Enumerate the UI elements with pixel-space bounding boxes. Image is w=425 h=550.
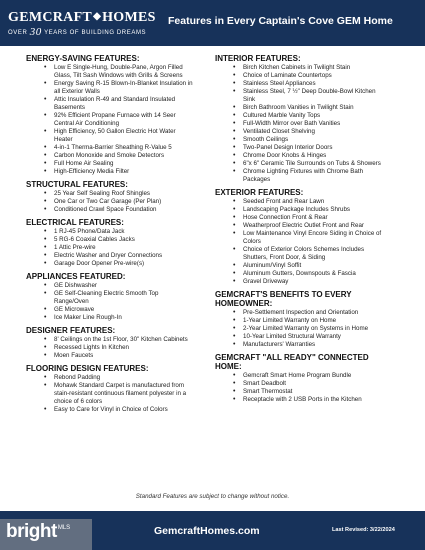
feature-item: • One Car or Two Car Garage (Per Plan): [26, 198, 214, 206]
feature-item: • Choice of Exterior Colors Schemes Includes: [215, 246, 397, 254]
feature-item: all Exterior Walls: [54, 88, 100, 95]
feature-list: [26, 336, 214, 360]
feature-item: • Chrome Door Knobs & Hinges: [215, 152, 397, 160]
feature-item: • Smooth Ceilings: [215, 136, 397, 144]
feature-list: [26, 282, 214, 322]
feature-item: • Low Maintenance Vinyl Encore Siding in Choice of: [215, 230, 397, 238]
feature-item: • Chrome Lighting Fixtures with Chrome Bath: [215, 168, 397, 176]
feature-section: [26, 180, 214, 214]
feature-item: • GE Dishwasher: [26, 282, 214, 290]
feature-item: • 1-Year Limited Warranty on Home: [215, 317, 397, 325]
feature-list: [215, 309, 397, 349]
feature-item: • GE Microwave: [26, 306, 214, 314]
feature-item: • 6"x 6" Ceramic Tile Surrounds on Tubs & Showers: [215, 160, 397, 168]
feature-item: • Attic Insulation R-49 and Standard Insulated: [26, 96, 214, 104]
feature-section: [215, 54, 397, 184]
page-title: Features in Every Captain's Cove GEM Home: [168, 15, 393, 27]
feature-item: • Full-Width Mirror over Bath Vanities: [215, 120, 397, 128]
feature-item: • 4-in-1 Therma-Barrier Sheathing R-Value 5: [26, 144, 214, 152]
feature-item: • Choice of Laminate Countertops: [215, 72, 397, 80]
logo-wordmark: [8, 9, 156, 25]
feature-item: • Smart Thermostat: [215, 388, 397, 396]
star-icon: ◆: [93, 11, 102, 22]
disclaimer-text: Standard Features are subject to change without notice.: [135, 493, 290, 500]
logo-tagline: [8, 26, 156, 38]
feature-section: [26, 326, 214, 360]
feature-item: Colors: [243, 238, 261, 245]
feature-section: [215, 353, 397, 404]
feature-item: • GE Self-Cleaning Electric Smooth Top: [26, 290, 214, 298]
feature-item: • Moen Faucets: [26, 352, 214, 360]
feature-item: Heater: [54, 136, 73, 143]
feature-item: • Carbon Monoxide and Smoke Detectors: [26, 152, 214, 160]
logo-word-homes: HOMES: [102, 10, 156, 25]
feature-item: • Garage Door Opener Pre-wire(s): [26, 260, 214, 268]
feature-item: Basements: [54, 104, 85, 111]
section-title: FLOORING DESIGN FEATURES:: [26, 364, 149, 373]
feature-item: • 5 RG-6 Coaxial Cables Jacks: [26, 236, 214, 244]
feature-item: Sink: [243, 96, 256, 103]
feature-item: • Ventilated Closet Shelving: [215, 128, 397, 136]
feature-item: • Easy to Care for Vinyl in Choice of Colors: [26, 406, 214, 414]
feature-item: • Receptacle with 2 USB Ports in the Kitchen: [215, 396, 397, 404]
watermark-logo: [6, 521, 70, 543]
feature-item: • Pre-Settlement Inspection and Orientation: [215, 309, 397, 317]
section-title: GEMCRAFT "ALL READY" CONNECTED HOME:: [215, 353, 369, 371]
header-banner: [0, 0, 425, 46]
feature-item: • Aluminum Gutters, Downspouts & Fascia: [215, 270, 397, 278]
right-column: [215, 54, 397, 408]
feature-item: • Energy Saving R-15 Blown-In-Blanket Insulation in: [26, 80, 214, 88]
bright-mls-watermark: [0, 519, 92, 550]
feature-item: • Birch Kitchen Cabinets in Twilight Stain: [215, 64, 397, 72]
feature-item: • High-Efficiency Media Filter: [26, 168, 214, 176]
feature-item: • 92% Efficient Propane Furnace with 14 Seer: [26, 112, 214, 120]
feature-item: • Two-Panel Design Interior Doors: [215, 144, 397, 152]
feature-item: Shutters, Front Door, & Siding: [243, 254, 326, 261]
section-title: ENERGY-SAVING FEATURES:: [26, 54, 140, 63]
feature-section: [26, 54, 214, 176]
section-title: EXTERIOR FEATURES:: [215, 188, 304, 197]
feature-item: • Gemcraft Smart Home Program Bundle: [215, 372, 397, 380]
feature-section: [26, 364, 214, 414]
feature-item: • 1 Attic Pre-wire: [26, 244, 214, 252]
tagline-pre: OVER: [8, 30, 28, 36]
section-title: ELECTRICAL FEATURES:: [26, 218, 124, 227]
tagline-years: 30: [29, 26, 42, 38]
feature-item: • Ice Maker Line Rough-In: [26, 314, 214, 322]
watermark-sup: MLS: [57, 525, 71, 531]
feature-list: [26, 228, 214, 268]
feature-item: • Manufacturers' Warranties: [215, 341, 397, 349]
feature-item: • 8' Ceilings on the 1st Floor, 30" Kitchen Cabinets: [26, 336, 214, 344]
feature-section: [215, 290, 397, 349]
logo-word-gemcraft: GEMCRAFT: [8, 10, 93, 25]
left-column: [26, 54, 214, 418]
feature-item: • Aluminum/Vinyl Soffit: [215, 262, 397, 270]
feature-item: • Recessed Lights In Kitchen: [26, 344, 214, 352]
feature-item: • Cultured Marble Vanity Tops: [215, 112, 397, 120]
feature-section: [215, 188, 397, 286]
section-title: GEMCRAFT'S BENEFITS TO EVERY HOMEOWNER:: [215, 290, 352, 308]
feature-item: • 10-Year Limited Structural Warranty: [215, 333, 397, 341]
feature-list: [215, 198, 397, 286]
feature-list: [26, 64, 214, 176]
section-title: DESIGNER FEATURES:: [26, 326, 116, 335]
feature-item: stain-resistant continuous filament polyester in a: [54, 390, 187, 397]
feature-section: [26, 218, 214, 268]
feature-item: • Full Home Air Sealing: [26, 160, 214, 168]
feature-item: Central Air Conditioning: [54, 120, 120, 127]
feature-item: • Rebond Padding: [26, 374, 214, 382]
feature-item: • Hose Connection Front & Rear: [215, 214, 397, 222]
feature-item: Range/Oven: [54, 298, 89, 305]
feature-item: • 2-Year Limited Warranty on Systems in Home: [215, 325, 397, 333]
feature-list: [26, 190, 214, 214]
section-title: APPLIANCES FEATURED:: [26, 272, 126, 281]
tagline-post: YEARS OF BUILDING DREAMS: [44, 30, 147, 36]
feature-item: • Mohawk Standard Carpet is manufactured from: [26, 382, 214, 390]
feature-item: Packages: [243, 176, 271, 183]
feature-item: • Weatherproof Electric Outlet Front and Rear: [215, 222, 397, 230]
feature-item: choice of 6 colors: [54, 398, 103, 405]
feature-item: • Seeded Front and Rear Lawn: [215, 198, 397, 206]
feature-item: • Stainless Steel Appliances: [215, 80, 397, 88]
feature-item: • Birch Bathroom Vanities in Twilight Stain: [215, 104, 397, 112]
feature-item: • High Efficiency, 50 Gallon Electric Hot Water: [26, 128, 214, 136]
feature-item: • Landscaping Package Includes Shrubs: [215, 206, 397, 214]
feature-section: [26, 272, 214, 322]
watermark-word: bright: [6, 521, 57, 542]
feature-item: • Gravel Driveway: [215, 278, 397, 286]
feature-list: [26, 374, 214, 414]
feature-list: [215, 372, 397, 404]
feature-item: • 1 RJ-45 Phone/Data Jack: [26, 228, 214, 236]
feature-item: • Conditioned Crawl Space Foundation: [26, 206, 214, 214]
feature-item: • 25 Year Self Sealing Roof Shingles: [26, 190, 214, 198]
section-title: STRUCTURAL FEATURES:: [26, 180, 128, 189]
feature-item: Glass, Tilt Sash Windows with Grills & Screens: [54, 72, 183, 79]
section-title: INTERIOR FEATURES:: [215, 54, 301, 63]
last-revised-date: Last Revised: 3/22/2024: [332, 527, 395, 533]
website-link[interactable]: GemcraftHomes.com: [154, 525, 260, 537]
feature-item: • Electric Washer and Dryer Connections: [26, 252, 214, 260]
feature-item: • Smart Deadbolt: [215, 380, 397, 388]
feature-item: • Low E Single-Hung, Double-Pane, Argon Filled: [26, 64, 214, 72]
feature-list: [215, 64, 397, 184]
feature-item: • Stainless Steel, 7 ½" Deep Double-Bowl Kitchen: [215, 88, 397, 96]
gemcraft-logo: [8, 9, 156, 38]
